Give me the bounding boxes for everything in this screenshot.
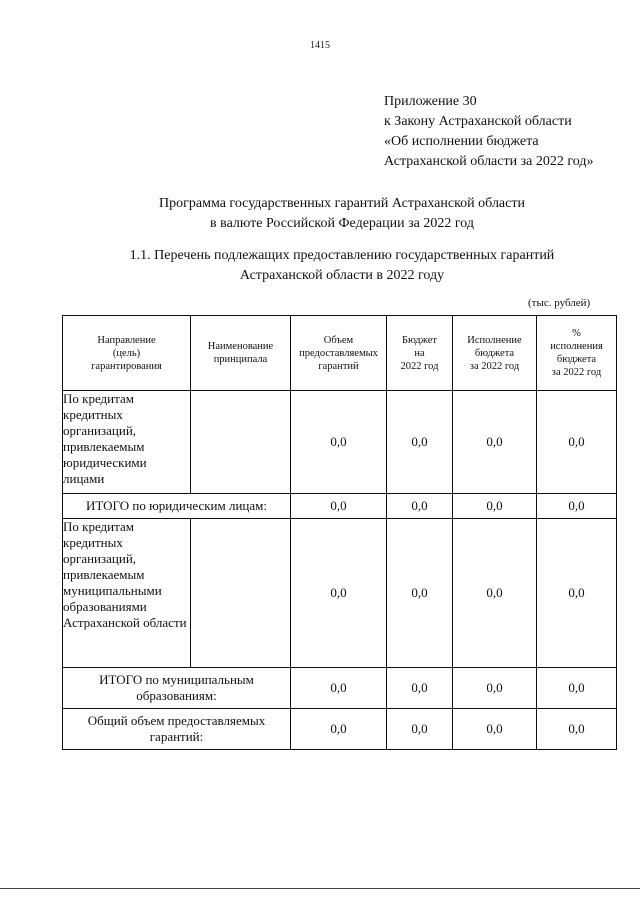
direction-cell: По кредитам кредитных организаций, привлекаемым юридическими лицами bbox=[63, 391, 191, 494]
header-principal: Наименование принципала bbox=[191, 316, 291, 391]
table-row bbox=[63, 391, 617, 494]
page-number: 1415 bbox=[310, 40, 330, 51]
header-execution: Исполнение бюджета за 2022 год bbox=[453, 316, 537, 391]
volume-cell: 0,0 bbox=[291, 494, 387, 519]
header-percent: % исполнения бюджета за 2022 год bbox=[537, 316, 617, 391]
percent-cell: 0,0 bbox=[537, 494, 617, 519]
total-label-cell: ИТОГО по юридическим лицам: bbox=[63, 494, 291, 519]
execution-cell: 0,0 bbox=[453, 709, 537, 750]
total-label-cell: ИТОГО по муниципальным образованиям: bbox=[63, 668, 291, 709]
appendix-header bbox=[384, 92, 593, 172]
principal-cell bbox=[191, 391, 291, 494]
section-title bbox=[0, 246, 640, 286]
total-label-cell: Общий объем предоставляемых гарантий: bbox=[63, 709, 291, 750]
budget-cell: 0,0 bbox=[387, 519, 453, 668]
volume-cell: 0,0 bbox=[291, 519, 387, 668]
program-title-line: Программа государственных гарантий Астраханской области bbox=[159, 196, 525, 211]
budget-cell: 0,0 bbox=[387, 391, 453, 494]
volume-cell: 0,0 bbox=[291, 668, 387, 709]
table-row-total bbox=[63, 494, 617, 519]
section-title-line: 1.1. Перечень подлежащих предоставлению государственных гарантий bbox=[129, 248, 555, 263]
budget-cell: 0,0 bbox=[387, 668, 453, 709]
percent-cell: 0,0 bbox=[537, 391, 617, 494]
header-direction: Направление (цель) гарантирования bbox=[63, 316, 191, 391]
execution-cell: 0,0 bbox=[453, 391, 537, 494]
percent-cell: 0,0 bbox=[537, 519, 617, 668]
budget-cell: 0,0 bbox=[387, 709, 453, 750]
appendix-line: «Об исполнении бюджета bbox=[384, 134, 539, 149]
appendix-line: Астраханской области за 2022 год» bbox=[384, 154, 594, 169]
volume-cell: 0,0 bbox=[291, 709, 387, 750]
table-row-grand-total bbox=[63, 709, 617, 750]
appendix-line: к Закону Астраханской области bbox=[384, 114, 572, 129]
percent-cell: 0,0 bbox=[537, 709, 617, 750]
execution-cell: 0,0 bbox=[453, 668, 537, 709]
table-header-row bbox=[63, 316, 617, 391]
percent-cell: 0,0 bbox=[537, 668, 617, 709]
guarantees-table bbox=[62, 315, 617, 750]
units-label: (тыс. рублей) bbox=[528, 297, 591, 309]
volume-cell: 0,0 bbox=[291, 391, 387, 494]
header-volume: Объем предоставляемых гарантий bbox=[291, 316, 387, 391]
program-title bbox=[0, 194, 640, 234]
table-row-total bbox=[63, 668, 617, 709]
bottom-rule bbox=[0, 888, 640, 889]
direction-cell: По кредитам кредитных организаций, привлекаемым муниципальными образованиями Астраханской области bbox=[63, 519, 191, 668]
section-title-line: Астраханской области в 2022 году bbox=[239, 268, 445, 283]
principal-cell bbox=[191, 519, 291, 668]
execution-cell: 0,0 bbox=[453, 519, 537, 668]
execution-cell: 0,0 bbox=[453, 494, 537, 519]
table-row bbox=[63, 519, 617, 668]
budget-cell: 0,0 bbox=[387, 494, 453, 519]
header-budget: Бюджет на 2022 год bbox=[387, 316, 453, 391]
appendix-line: Приложение 30 bbox=[384, 94, 477, 109]
program-title-line: в валюте Российской Федерации за 2022 год bbox=[210, 216, 474, 231]
